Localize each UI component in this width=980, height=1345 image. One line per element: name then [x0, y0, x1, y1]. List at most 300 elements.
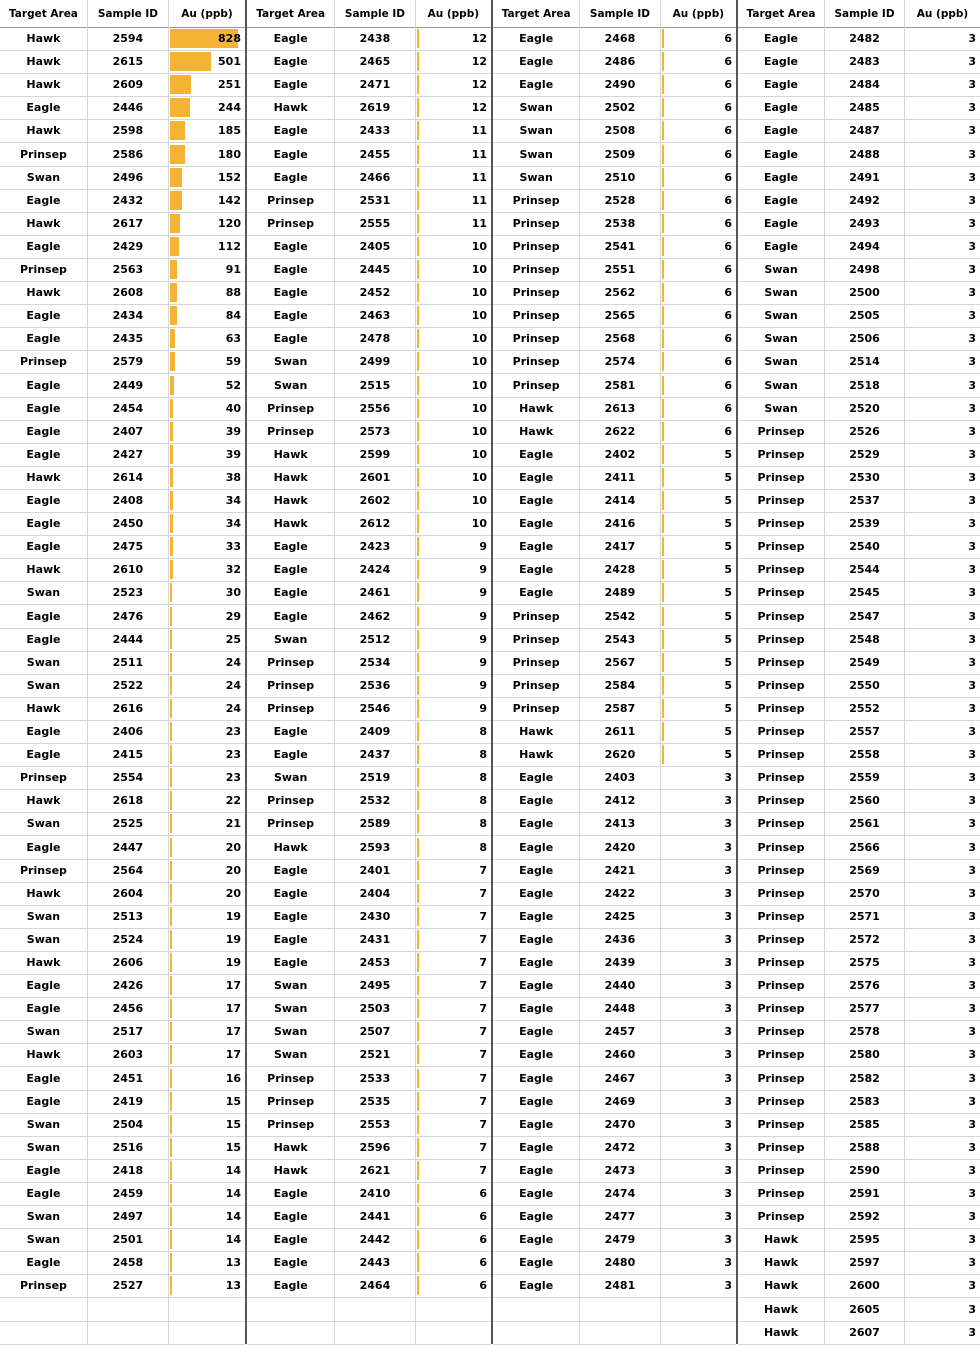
- au-value: 13: [225, 1279, 241, 1293]
- target-area-cell: Prinsep: [738, 812, 825, 835]
- sample-id-cell: 2611: [580, 720, 660, 743]
- au-value-cell: [661, 1159, 736, 1182]
- au-value: 7: [479, 979, 487, 993]
- sample-id-cell: 2402: [580, 443, 660, 466]
- au-value-cell: [416, 489, 491, 512]
- target-area-cell: Swan: [247, 974, 335, 997]
- sample-id-cell: 2547: [825, 605, 905, 628]
- table-row: [0, 951, 245, 975]
- au-value-cell: [169, 674, 245, 697]
- table-row: [0, 466, 245, 490]
- target-area-cell: Eagle: [247, 281, 335, 304]
- sample-id-cell: 2612: [335, 512, 415, 535]
- table-row: [0, 119, 245, 143]
- au-value: 24: [225, 655, 241, 669]
- au-value: 22: [225, 794, 241, 808]
- target-area-cell: Eagle: [493, 1043, 580, 1066]
- table-row: [0, 166, 245, 190]
- table-row: [738, 512, 980, 536]
- target-area-cell: Eagle: [493, 974, 580, 997]
- au-value-cell: [905, 489, 980, 512]
- data-bar: [170, 237, 179, 256]
- au-value-cell: [661, 1020, 736, 1043]
- au-value-cell: [661, 489, 736, 512]
- data-bar: [417, 1092, 419, 1111]
- sample-id-cell: 2489: [580, 581, 660, 604]
- au-value-cell: [905, 651, 980, 674]
- sample-id-cell: 2497: [88, 1205, 169, 1228]
- target-area-cell: Eagle: [247, 327, 335, 350]
- au-value: 3: [968, 101, 976, 115]
- au-value-cell: [905, 1205, 980, 1228]
- au-value: 3: [968, 332, 976, 346]
- au-value: 6: [479, 1210, 487, 1224]
- target-area-cell: Eagle: [247, 50, 335, 73]
- sample-id-cell: 2622: [580, 420, 660, 443]
- table-row: [247, 789, 491, 813]
- au-value-cell: [169, 235, 245, 258]
- au-value: 10: [471, 424, 487, 438]
- au-value-cell: [905, 836, 980, 859]
- data-bar: [417, 814, 419, 833]
- au-value: 14: [225, 1210, 241, 1224]
- target-area-cell: Eagle: [247, 535, 335, 558]
- au-value-cell: [661, 766, 736, 789]
- sample-id-cell: 2567: [580, 651, 660, 674]
- table-row: [247, 420, 491, 444]
- au-value: 152: [218, 170, 241, 184]
- table-row: [247, 951, 491, 975]
- data-bar: [417, 399, 419, 418]
- au-value-cell: [661, 974, 736, 997]
- sample-id-cell: 2546: [335, 697, 415, 720]
- au-value: 3: [968, 355, 976, 369]
- au-value-cell: [416, 212, 491, 235]
- au-value-cell: [169, 1067, 245, 1090]
- sample-id-cell: 2578: [825, 1020, 905, 1043]
- sample-id-cell: 2424: [335, 558, 415, 581]
- table-row: [493, 789, 736, 813]
- table-row: [738, 1251, 980, 1275]
- data-bar: [662, 214, 664, 233]
- target-area-cell: Prinsep: [247, 1067, 335, 1090]
- sample-id-cell: 2616: [88, 697, 169, 720]
- table-row: [0, 905, 245, 929]
- table-row: [738, 374, 980, 398]
- table-row: [493, 304, 736, 328]
- data-bar: [170, 814, 172, 833]
- au-value: 10: [471, 378, 487, 392]
- au-value-cell: [416, 397, 491, 420]
- target-area-cell: Swan: [0, 1228, 88, 1251]
- data-bar: [417, 352, 419, 371]
- au-value-cell: [169, 397, 245, 420]
- target-area-cell: Prinsep: [247, 674, 335, 697]
- au-value-cell: [905, 1067, 980, 1090]
- au-value-cell: [416, 535, 491, 558]
- table-row: [0, 212, 245, 236]
- target-area-cell: Prinsep: [738, 1159, 825, 1182]
- target-area-cell: Swan: [0, 581, 88, 604]
- au-value-cell: [416, 189, 491, 212]
- table-row: [493, 581, 736, 605]
- table-row: [493, 1228, 736, 1252]
- au-value: 7: [479, 1071, 487, 1085]
- table-row: [0, 96, 245, 120]
- target-area-cell: Hawk: [0, 212, 88, 235]
- au-value: 6: [724, 170, 732, 184]
- au-value-cell: [661, 166, 736, 189]
- table-row: [738, 535, 980, 559]
- table-row: [247, 974, 491, 998]
- table-row: [247, 1090, 491, 1114]
- sample-id-cell: 2539: [825, 512, 905, 535]
- data-bar: [417, 145, 419, 164]
- table-row: [493, 166, 736, 190]
- data-bar: [662, 514, 664, 533]
- au-value: 14: [225, 1187, 241, 1200]
- table-row: [493, 1043, 736, 1067]
- table-row: [493, 512, 736, 536]
- table-row: [738, 974, 980, 998]
- sample-id-cell: 2566: [825, 836, 905, 859]
- data-bar: [170, 1045, 172, 1064]
- target-area-cell: Prinsep: [493, 651, 580, 674]
- au-value-cell: [169, 1043, 245, 1066]
- sample-id-cell: 2473: [580, 1159, 660, 1182]
- au-value-cell: [169, 189, 245, 212]
- target-area-cell: Hawk: [247, 96, 335, 119]
- table-row: [0, 27, 245, 51]
- au-value: 185: [218, 124, 241, 138]
- sample-id-cell: 2581: [580, 374, 660, 397]
- data-bar: [417, 722, 419, 741]
- sample-id-cell: 2501: [88, 1228, 169, 1251]
- au-value-cell: [905, 997, 980, 1020]
- target-area-cell: Prinsep: [493, 281, 580, 304]
- table-row: [738, 73, 980, 97]
- au-value-cell: [905, 119, 980, 142]
- sample-id-cell: 2433: [335, 119, 415, 142]
- target-area-cell: Hawk: [0, 558, 88, 581]
- au-value-cell: [661, 905, 736, 928]
- table-row: [738, 189, 980, 213]
- au-value: 5: [724, 447, 732, 461]
- table-row: [0, 281, 245, 305]
- column-header: Au (ppb): [916, 7, 969, 20]
- data-bar: [662, 537, 664, 556]
- sample-id-cell: 2543: [580, 628, 660, 651]
- au-value-cell: [169, 1274, 245, 1297]
- target-area-cell: Hawk: [0, 27, 88, 50]
- au-value: 3: [724, 909, 732, 923]
- data-bar: [417, 838, 419, 857]
- au-value: 8: [479, 771, 487, 785]
- target-area-cell: Prinsep: [738, 743, 825, 766]
- table-row: [247, 397, 491, 421]
- data-bar: [417, 976, 419, 995]
- sample-id-cell: 2564: [88, 859, 169, 882]
- au-value-cell: [169, 350, 245, 373]
- target-area-cell: Eagle: [493, 1228, 580, 1251]
- au-value: 6: [724, 32, 732, 45]
- au-value-cell: [169, 697, 245, 720]
- au-value-cell: [905, 512, 980, 535]
- sample-id-cell: 2533: [335, 1067, 415, 1090]
- table-row: [0, 50, 245, 74]
- data-bar: [417, 376, 419, 395]
- sample-id-cell: 2469: [580, 1090, 660, 1113]
- data-bar: [170, 884, 172, 903]
- target-area-cell: Swan: [0, 812, 88, 835]
- au-value-cell: [905, 304, 980, 327]
- au-value: 5: [724, 655, 732, 669]
- au-value: 19: [225, 932, 241, 946]
- data-bar: [170, 1276, 172, 1295]
- sample-id-cell: 2408: [88, 489, 169, 512]
- data-bar: [662, 52, 664, 71]
- au-value: 9: [479, 609, 487, 623]
- au-value: 8: [479, 725, 487, 738]
- empty-cell: [661, 1321, 736, 1344]
- sample-id-cell: 2477: [580, 1205, 660, 1228]
- table-row: [247, 743, 491, 767]
- sample-id-cell: 2419: [88, 1090, 169, 1113]
- sample-id-cell: 2570: [825, 882, 905, 905]
- table-row: [0, 974, 245, 998]
- au-value-cell: [905, 143, 980, 166]
- sample-id-cell: 2620: [580, 743, 660, 766]
- target-area-cell: Eagle: [738, 235, 825, 258]
- au-value: 6: [724, 216, 732, 230]
- sample-id-cell: 2502: [580, 96, 660, 119]
- sample-id-cell: 2529: [825, 443, 905, 466]
- table-row: [493, 535, 736, 559]
- table-row: [247, 605, 491, 629]
- au-value: 11: [471, 147, 487, 161]
- sample-id-cell: 2559: [825, 766, 905, 789]
- sample-id-cell: 2550: [825, 674, 905, 697]
- au-value: 3: [968, 1256, 976, 1270]
- sample-id-cell: 2457: [580, 1020, 660, 1043]
- au-value-cell: [661, 997, 736, 1020]
- table-row: [0, 1251, 245, 1275]
- data-bar: [170, 630, 172, 649]
- data-bar: [170, 791, 172, 810]
- au-value-cell: [416, 73, 491, 96]
- au-value-cell: [416, 96, 491, 119]
- table-row: [247, 1251, 491, 1275]
- data-bar: [662, 260, 664, 279]
- target-area-cell: Prinsep: [247, 212, 335, 235]
- table-row: [738, 1159, 980, 1183]
- target-area-cell: Hawk: [247, 1136, 335, 1159]
- au-value-cell: [416, 304, 491, 327]
- sample-id-cell: 2506: [825, 327, 905, 350]
- empty-cell: [580, 1321, 660, 1344]
- target-area-cell: Eagle: [0, 374, 88, 397]
- table-row: [247, 512, 491, 536]
- data-bar: [662, 329, 664, 348]
- data-bar: [170, 283, 177, 302]
- au-value-cell: [416, 882, 491, 905]
- sample-id-cell: 2514: [825, 350, 905, 373]
- au-value-cell: [169, 73, 245, 96]
- au-value: 24: [225, 701, 241, 715]
- target-area-cell: Swan: [247, 997, 335, 1020]
- table-row: [738, 1321, 980, 1345]
- au-value-cell: [905, 743, 980, 766]
- table-row: [738, 143, 980, 167]
- au-value-cell: [905, 628, 980, 651]
- au-value: 9: [479, 540, 487, 554]
- data-bar: [170, 352, 175, 371]
- au-value: 10: [471, 447, 487, 461]
- data-bar: [417, 214, 419, 233]
- au-value: 501: [218, 55, 241, 69]
- table-row: [0, 443, 245, 467]
- au-value-cell: [169, 651, 245, 674]
- au-value: 7: [479, 863, 487, 877]
- au-value-cell: [416, 1043, 491, 1066]
- table-row: [493, 974, 736, 998]
- table-row: [247, 327, 491, 351]
- sample-id-cell: 2523: [88, 581, 169, 604]
- target-area-cell: Swan: [738, 374, 825, 397]
- target-area-cell: Eagle: [0, 489, 88, 512]
- au-value-cell: [169, 812, 245, 835]
- target-area-cell: Eagle: [493, 489, 580, 512]
- sample-id-cell: 2554: [88, 766, 169, 789]
- au-value: 39: [225, 424, 241, 438]
- au-value-cell: [169, 1159, 245, 1182]
- sample-id-cell: 2563: [88, 258, 169, 281]
- data-bar: [662, 630, 664, 649]
- au-value: 3: [724, 979, 732, 993]
- sample-id-cell: 2499: [335, 350, 415, 373]
- table-row: [0, 1274, 245, 1298]
- au-value-cell: [661, 1136, 736, 1159]
- sample-id-cell: 2439: [580, 951, 660, 974]
- au-value-cell: [661, 420, 736, 443]
- target-area-cell: Prinsep: [493, 304, 580, 327]
- au-value: 6: [724, 263, 732, 276]
- au-value-cell: [905, 73, 980, 96]
- table-row: [0, 743, 245, 767]
- target-area-cell: Prinsep: [738, 1067, 825, 1090]
- data-bar: [170, 653, 172, 672]
- target-area-cell: Hawk: [0, 951, 88, 974]
- table-row: [247, 1020, 491, 1044]
- target-area-cell: Prinsep: [738, 489, 825, 512]
- target-area-cell: Hawk: [493, 420, 580, 443]
- sample-id-cell: 2519: [335, 766, 415, 789]
- data-bar: [417, 930, 419, 949]
- table-row: [738, 997, 980, 1021]
- data-bar: [170, 445, 173, 464]
- sample-id-cell: 2600: [825, 1274, 905, 1297]
- au-value: 3: [968, 678, 976, 692]
- target-area-cell: Eagle: [738, 143, 825, 166]
- sample-id-cell: 2551: [580, 258, 660, 281]
- sample-id-cell: 2595: [825, 1228, 905, 1251]
- table-row: [738, 466, 980, 490]
- target-area-cell: Eagle: [493, 558, 580, 581]
- target-area-cell: Swan: [0, 1020, 88, 1043]
- au-value: 3: [724, 1187, 732, 1200]
- au-value: 23: [225, 725, 241, 738]
- au-value-cell: [661, 1090, 736, 1113]
- empty-cell: [661, 1298, 736, 1321]
- sample-id-cell: 2478: [335, 327, 415, 350]
- column-header: Sample ID: [335, 0, 415, 27]
- data-bar: [170, 1092, 172, 1111]
- empty-cell: [416, 1298, 491, 1321]
- au-value: 3: [968, 78, 976, 92]
- table-row: [493, 651, 736, 675]
- au-value: 3: [968, 909, 976, 923]
- au-value-cell: [905, 420, 980, 443]
- table-row: [493, 374, 736, 398]
- au-value-cell: [661, 50, 736, 73]
- sample-id-cell: 2536: [335, 674, 415, 697]
- au-value: 32: [225, 563, 241, 577]
- sample-id-cell: 2606: [88, 951, 169, 974]
- sample-id-cell: 2507: [335, 1020, 415, 1043]
- table-row: [738, 235, 980, 259]
- table-row: [493, 697, 736, 721]
- sample-id-cell: 2426: [88, 974, 169, 997]
- au-value-cell: [905, 166, 980, 189]
- table-row: [738, 281, 980, 305]
- data-bar: [417, 1161, 419, 1180]
- data-bar: [417, 768, 419, 787]
- sample-id-cell: 2556: [335, 397, 415, 420]
- au-value: 3: [968, 470, 976, 484]
- au-value: 6: [724, 309, 732, 323]
- au-value: 5: [724, 609, 732, 623]
- target-area-cell: Prinsep: [493, 374, 580, 397]
- au-value-cell: [661, 1274, 736, 1297]
- sample-id-cell: 2441: [335, 1205, 415, 1228]
- au-value-cell: [416, 235, 491, 258]
- table-row: [0, 350, 245, 374]
- data-bar: [662, 306, 664, 325]
- target-area-cell: Swan: [0, 928, 88, 951]
- au-value: 14: [225, 1163, 241, 1177]
- au-value-cell: [416, 143, 491, 166]
- data-bar: [417, 514, 419, 533]
- target-area-cell: Eagle: [0, 535, 88, 558]
- au-value-cell: [905, 1159, 980, 1182]
- au-value: 3: [724, 1210, 732, 1224]
- sample-id-cell: 2594: [88, 27, 169, 50]
- table-row: [493, 1020, 736, 1044]
- sample-id-cell: 2583: [825, 1090, 905, 1113]
- target-area-cell: Eagle: [493, 27, 580, 50]
- target-area-cell: Eagle: [247, 558, 335, 581]
- target-area-cell: Prinsep: [738, 466, 825, 489]
- au-value-cell: [905, 50, 980, 73]
- table-row: [247, 766, 491, 790]
- au-value-cell: [661, 212, 736, 235]
- table-row: [493, 605, 736, 629]
- target-area-cell: Hawk: [247, 443, 335, 466]
- data-bar: [417, 953, 419, 972]
- au-value: 3: [724, 1163, 732, 1177]
- target-area-cell: Prinsep: [738, 859, 825, 882]
- au-value: 34: [225, 494, 241, 507]
